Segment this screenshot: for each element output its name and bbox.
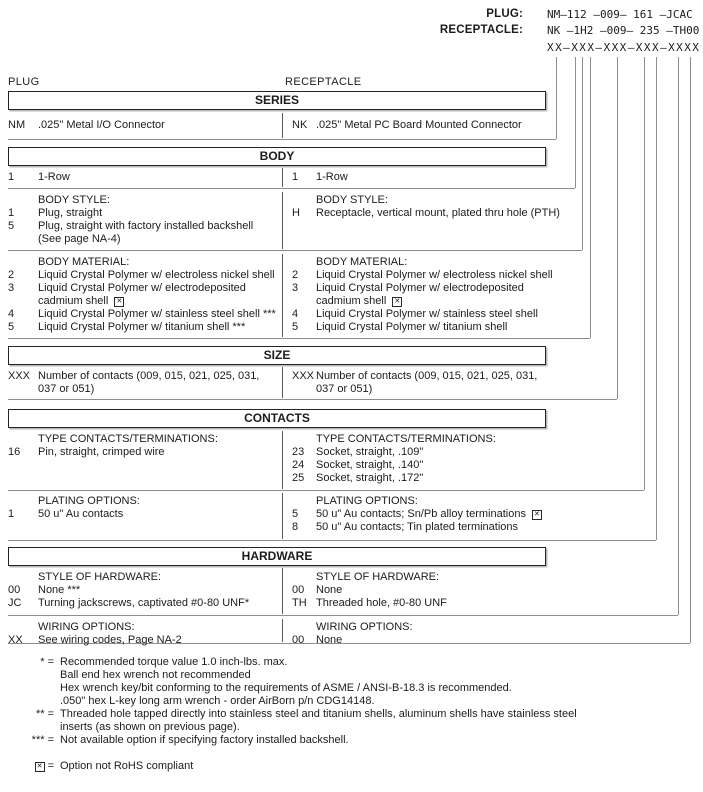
footnote-line: Hex wrench key/bit conforming to the requirements of ASME / ANSI-B-18.3 is recommended. [60, 682, 512, 694]
contacts-type-option: 24 Socket, straight, .140" [292, 459, 424, 471]
part-number-mask: XX–XXX–XXX–XXX–XXXX [547, 41, 701, 54]
hardware-style-option: 00 None [292, 584, 343, 596]
body-style-option-note: (See page NA-4) [38, 233, 121, 245]
size-plug-option: XXX Number of contacts (009, 015, 021, 025, 031, [8, 370, 260, 382]
body-material-option: 5 Liquid Crystal Polymer w/ titanium shell *** [8, 321, 246, 333]
contacts-type-option: 16 Pin, straight, crimped wire [8, 446, 165, 458]
size-band [8, 366, 692, 399]
hardware-style-option: TH Threaded hole, #0-80 UNF [292, 597, 447, 609]
body-material-heading: BODY MATERIAL: [316, 256, 408, 268]
body-material-option: 2 Liquid Crystal Polymer w/ electroless nickel shell [292, 269, 553, 281]
footnote-line: .050" hex L-key long arm wrench - order AirBorn p/n CDG14148. [60, 695, 375, 707]
rohs-footnote: ✕ = Option not RoHS compliant [8, 760, 700, 773]
column-divider [282, 493, 283, 539]
column-divider [282, 168, 283, 187]
body-style-heading: BODY STYLE: [316, 194, 388, 206]
footnote-line: ** = Threaded hole tapped directly into stainless steel and titanium shells, aluminum shells have stainless steel [35, 708, 577, 720]
body-material-option: 4 Liquid Crystal Polymer w/ stainless steel shell [292, 308, 538, 320]
body-material-option: 4 Liquid Crystal Polymer w/ stainless steel shell *** [8, 308, 276, 320]
plating-option: 8 50 u" Au contacts; Tin plated terminations [292, 521, 519, 533]
wiring-heading: WIRING OPTIONS: [38, 621, 135, 633]
contacts-type-option: 25 Socket, straight, .172" [292, 472, 424, 484]
rule-body-style [8, 250, 582, 251]
wiring-heading: WIRING OPTIONS: [316, 621, 413, 633]
plating-heading: PLATING OPTIONS: [38, 495, 140, 507]
rule-size [8, 399, 617, 400]
contacts-type-band [8, 430, 692, 490]
rule-body-row [8, 188, 575, 189]
wiring-band [8, 618, 692, 646]
body-row-plug-option: 1 1-Row [8, 171, 70, 183]
column-divider [282, 367, 283, 398]
body-material-option: 2 Liquid Crystal Polymer w/ electroless nickel shell [8, 269, 275, 281]
body-section-title: BODY [8, 147, 546, 166]
rule-contacts-type [8, 490, 644, 491]
receptacle-part-number: NK –1H2 –009– 235 –TH00 [547, 24, 700, 37]
wiring-option: XX See wiring codes, Page NA-2 [8, 634, 182, 646]
plating-band [8, 492, 692, 540]
receptacle-label: RECEPTACLE: [439, 24, 523, 36]
body-style-heading: BODY STYLE: [38, 194, 110, 206]
body-material-band [8, 253, 692, 338]
footnote-line: *** = Not available option if specifying factory installed backshell. [31, 734, 349, 746]
contacts-type-heading: TYPE CONTACTS/TERMINATIONS: [38, 433, 218, 445]
contacts-type-heading: TYPE CONTACTS/TERMINATIONS: [316, 433, 496, 445]
series-plug-option: NM .025" Metal I/O Connector [8, 119, 165, 131]
body-style-option: 5 Plug, straight with factory installed backshell [8, 220, 254, 232]
series-receptacle-option: NK .025" Metal PC Board Mounted Connector [292, 119, 522, 131]
rule-hardware-style [8, 615, 678, 616]
body-material-option: 3 Liquid Crystal Polymer w/ electrodeposited [8, 282, 246, 294]
plug-label: PLUG: [486, 8, 523, 20]
body-style-option: H Receptacle, vertical mount, plated thru hole (PTH) [292, 207, 560, 219]
footnote-line: * = Recommended torque value 1.0 inch-lbs. max. [40, 656, 288, 668]
size-receptacle-option: XXX Number of contacts (009, 015, 021, 025, 031, [292, 370, 538, 382]
plating-heading: PLATING OPTIONS: [316, 495, 418, 507]
wiring-option: 00 None [292, 634, 343, 646]
column-divider [282, 431, 283, 489]
size-section-title: SIZE [8, 346, 546, 365]
body-style-option: 1 Plug, straight [8, 207, 103, 219]
series-band [8, 112, 692, 139]
hardware-style-option: JC Turning jackscrews, captivated #0-80 UNF* [8, 597, 250, 609]
body-material-option: 3 Liquid Crystal Polymer w/ electrodeposited [292, 282, 524, 294]
body-material-heading: BODY MATERIAL: [38, 256, 130, 268]
body-style-band [8, 191, 692, 250]
not-rohs-icon: ✕ [35, 762, 45, 772]
rule-plating [8, 540, 656, 541]
not-rohs-icon: ✕ [532, 510, 542, 520]
hardware-style-heading: STYLE OF HARDWARE: [38, 571, 162, 583]
hardware-style-option: 00 None *** [8, 584, 81, 596]
column-divider [282, 113, 283, 138]
column-divider [282, 192, 283, 249]
column-divider [282, 254, 283, 337]
size-receptacle-option-wrap: 037 or 051) [316, 383, 373, 395]
plating-option: 5 50 u" Au contacts; Sn/Pb alloy terminations ✕ [292, 508, 556, 521]
footnote-line: inserts (as shown on previous page). [60, 721, 240, 733]
leader-wiring [690, 57, 691, 643]
size-plug-option-wrap: 037 or 051) [38, 383, 95, 395]
rule-body-material [8, 338, 590, 339]
body-material-option: 5 Liquid Crystal Polymer w/ titanium shell [292, 321, 508, 333]
not-rohs-icon: ✕ [392, 297, 402, 307]
body-material-option-wrap: cadmium shell ✕ [8, 295, 278, 308]
receptacle-column-heading: RECEPTACLE [285, 76, 362, 88]
footnotes [8, 656, 700, 773]
footnote-line: Ball end hex wrench not recommended [60, 669, 251, 681]
series-section-title: SERIES [8, 91, 546, 110]
not-rohs-icon: ✕ [114, 297, 124, 307]
body-row-receptacle-option: 1 1-Row [292, 171, 348, 183]
column-divider [282, 619, 283, 642]
hardware-style-heading: STYLE OF HARDWARE: [316, 571, 440, 583]
hardware-style-band [8, 567, 692, 615]
plating-option: 1 50 u" Au contacts [8, 508, 124, 520]
body-row-band [8, 167, 692, 188]
body-material-option-wrap: cadmium shell ✕ [292, 295, 556, 308]
hardware-section-title: HARDWARE [8, 547, 546, 566]
column-divider [282, 568, 283, 614]
contacts-type-option: 23 Socket, straight, .109" [292, 446, 424, 458]
contacts-section-title: CONTACTS [8, 409, 546, 428]
rule-series [8, 139, 556, 140]
plug-part-number: NM–112 –009– 161 –JCAC [547, 8, 693, 21]
plug-column-heading: PLUG [8, 76, 40, 88]
